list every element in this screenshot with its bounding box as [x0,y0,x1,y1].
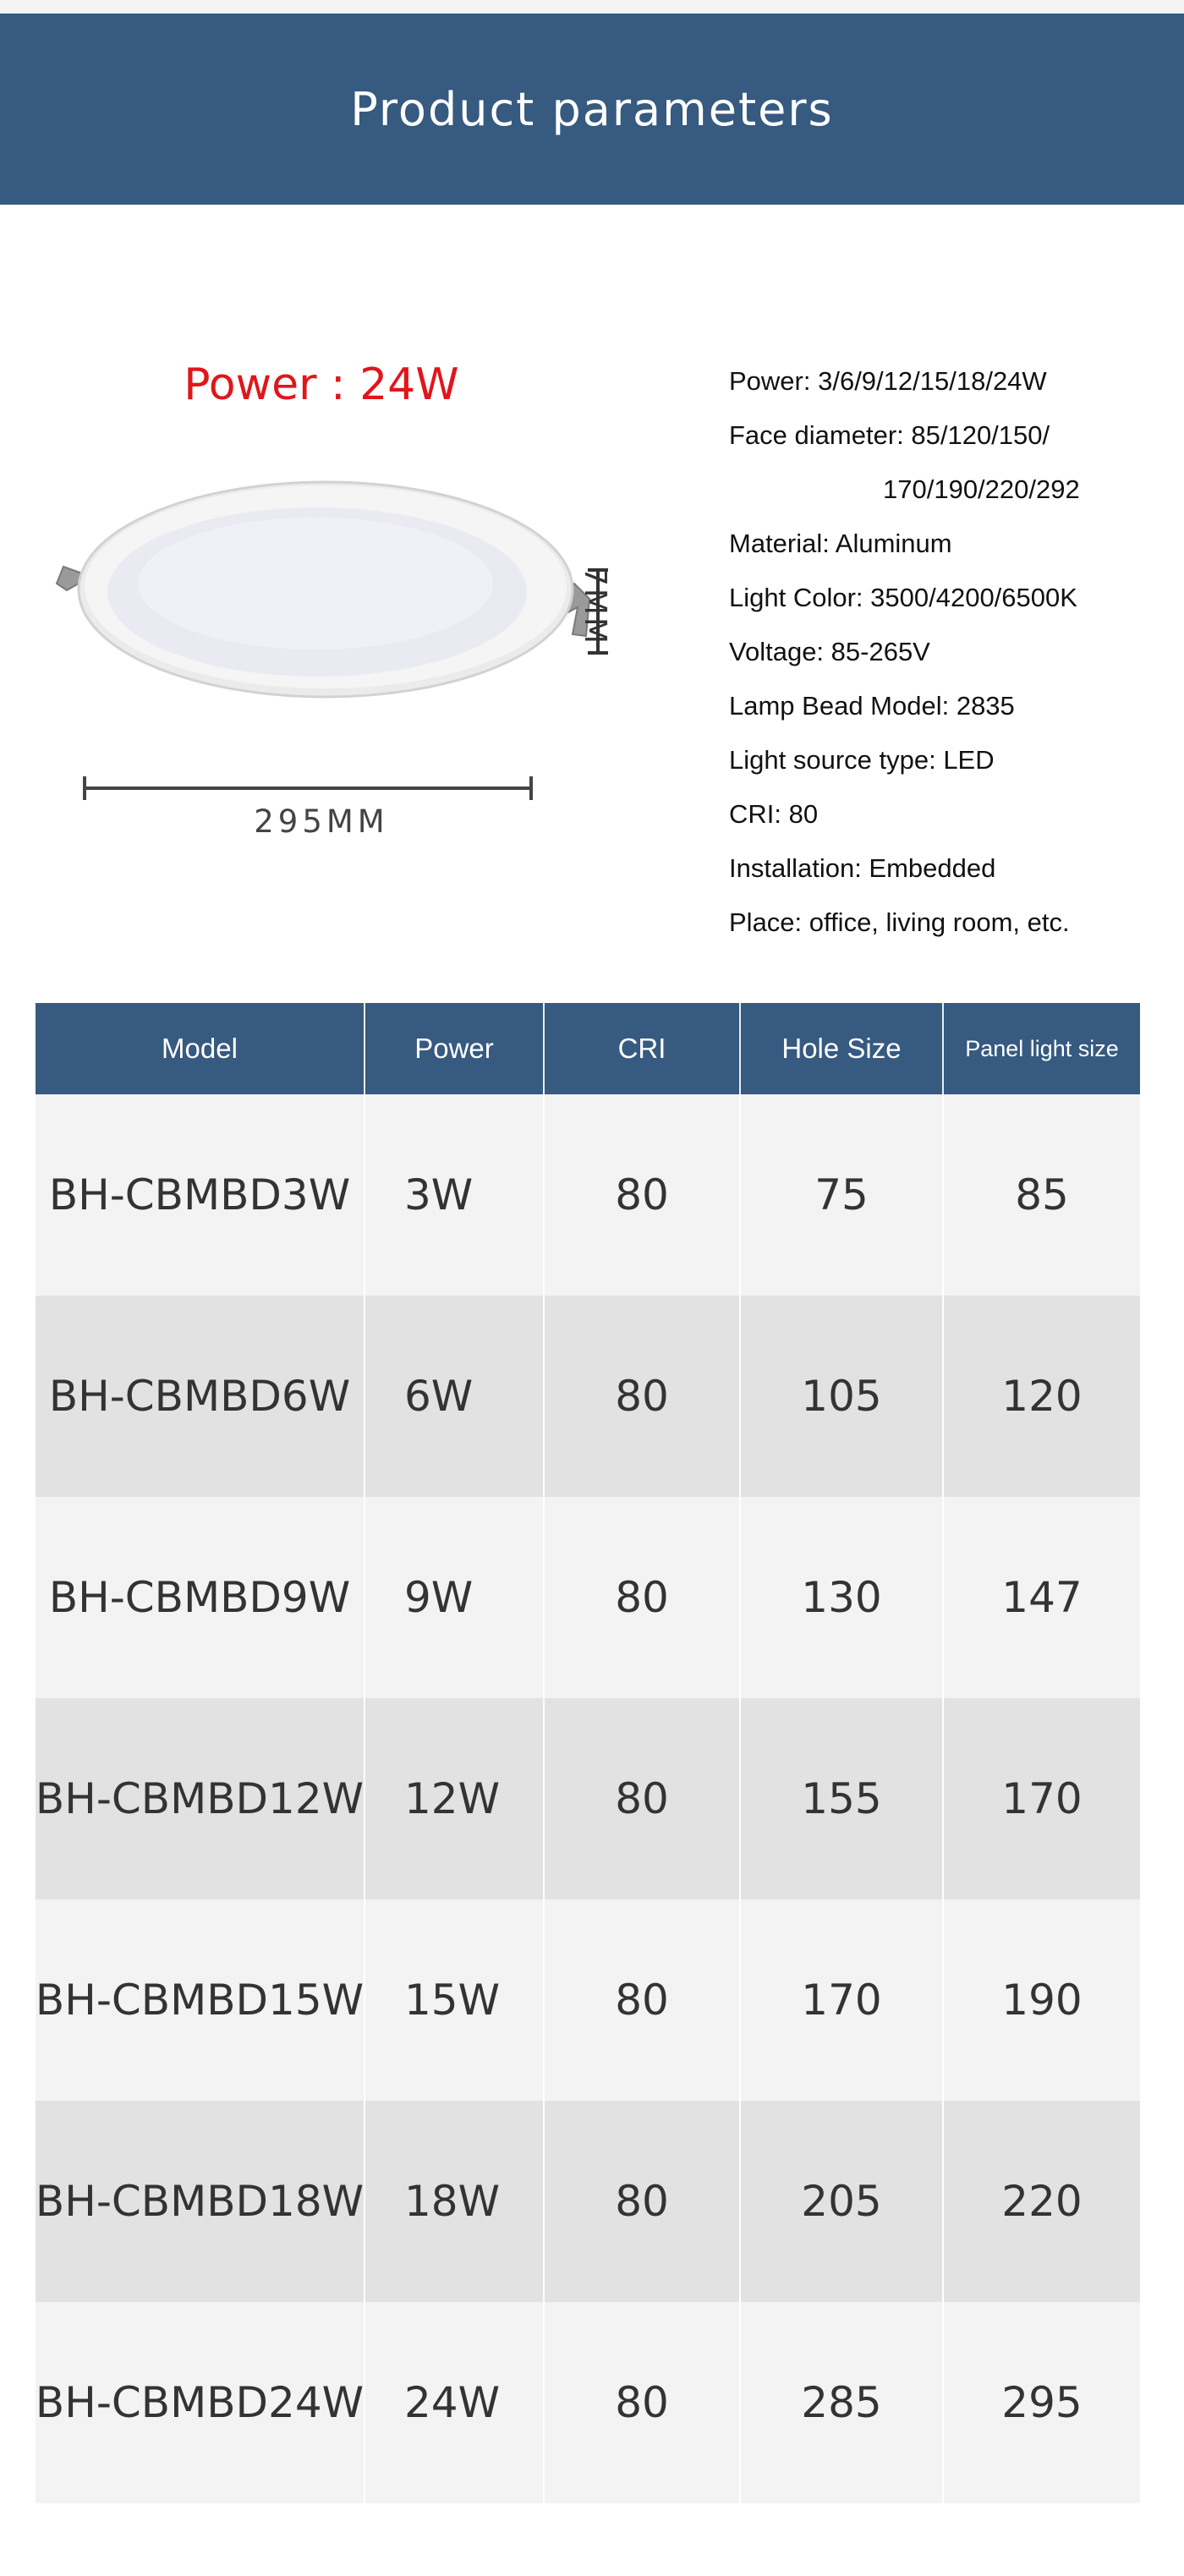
table-row [36,1296,1140,1497]
cell-cri: 80 [545,1899,741,2101]
cell-panel-size: 147 [1001,1573,1083,1622]
height-dimension-label: 7MM [578,567,612,647]
cell-panel-size: 85 [1015,1170,1069,1219]
cell-model: BH-CBMBD15W [36,1899,365,2101]
spec-item: CRI: 80 [729,799,819,829]
table-row [36,2101,1140,2302]
cell-panel-size: 295 [1001,2378,1083,2427]
cell-power: 3W [365,1094,545,1296]
column-header-panel-size: Panel light size [965,1035,1119,1061]
spec-item: Installation: Embedded [729,853,996,883]
spec-item: Place: office, living room, etc. [729,907,1070,937]
spec-list [729,360,1169,956]
cell-hole-size: 285 [741,2302,944,2503]
cell-hole-size: 155 [741,1698,944,1899]
table-row [36,1094,1140,1296]
cell-cri: 80 [545,2302,741,2503]
spec-item: Light source type: LED [729,745,995,775]
cell-cri: 80 [545,1698,741,1899]
cell-power: 12W [365,1698,545,1899]
model-table [36,1003,1140,2503]
column-header-cri: CRI [545,1003,741,1094]
cell-power: 9W [365,1497,545,1698]
column-header-hole-size: Hole Size [741,1003,944,1094]
spec-item: Voltage: 85-265V [729,637,930,666]
cell-hole-size: 105 [741,1296,944,1497]
cell-power: 15W [365,1899,545,2101]
spec-item: Lamp Bead Model: 2835 [729,691,1015,721]
cell-panel-size: 120 [1001,1372,1083,1421]
cell-model: BH-CBMBD9W [36,1497,365,1698]
spec-item: Power: 3/6/9/12/15/18/24W [729,366,1047,396]
cell-power: 24W [365,2302,545,2503]
table-header-row [36,1003,1140,1094]
cell-model: BH-CBMBD3W [36,1094,365,1296]
cell-hole-size: 75 [741,1094,944,1296]
page-title: Product parameters [350,82,834,136]
cell-panel-size: 220 [1001,2177,1083,2226]
spec-item: Face diameter: 85/120/150/ [729,420,1050,450]
column-header-power: Power [365,1003,545,1094]
top-strip [0,0,1184,14]
table-row [36,1497,1140,1698]
table-row [36,1899,1140,2101]
cell-cri: 80 [545,2101,741,2302]
table-row [36,2302,1140,2503]
cell-model: BH-CBMBD12W [36,1698,365,1899]
spec-item: Material: Aluminum [729,529,952,558]
cell-panel-size: 190 [1001,1976,1083,2025]
cell-cri: 80 [545,1296,741,1497]
cell-panel-size: 170 [1001,1774,1083,1823]
cell-hole-size: 205 [741,2101,944,2302]
cell-power: 6W [365,1296,545,1497]
cell-cri: 80 [545,1094,741,1296]
page-header [0,14,1184,205]
column-header-model: Model [36,1003,365,1094]
panel-light-image [47,457,677,854]
cell-model: BH-CBMBD6W [36,1296,365,1497]
width-dimension-label: 295MM [254,803,389,840]
table-row [36,1698,1140,1899]
cell-model: BH-CBMBD24W [36,2302,365,2503]
cell-model: BH-CBMBD18W [36,2101,365,2302]
cell-cri: 80 [545,1497,741,1698]
cell-hole-size: 170 [741,1899,944,2101]
spec-item: 170/190/220/292 [883,474,1080,504]
power-title: Power : 24W [184,359,459,410]
spec-item: Light Color: 3500/4200/6500K [729,583,1077,612]
cell-power: 18W [365,2101,545,2302]
cell-hole-size: 130 [741,1497,944,1698]
